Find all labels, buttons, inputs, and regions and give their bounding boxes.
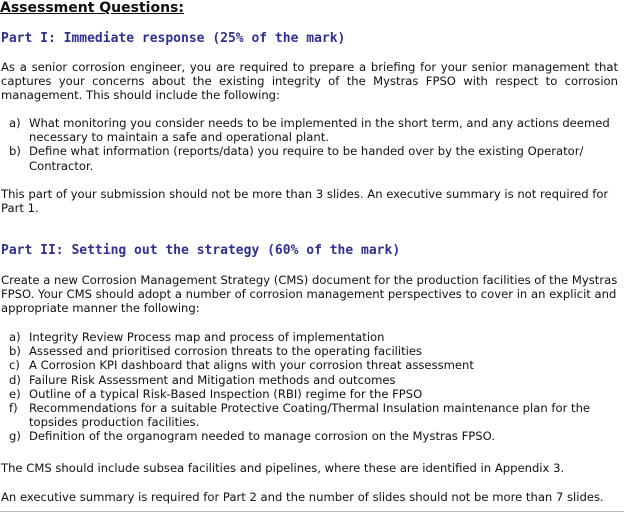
list-item bbox=[9, 373, 621, 387]
list-marker: b) bbox=[9, 144, 21, 159]
list-marker: c) bbox=[9, 358, 20, 373]
list-item-text: What monitoring you consider needs to be implemented in the short term, and any actions deemed necessary to maintain a safe and operational plant. bbox=[29, 116, 610, 145]
list-item bbox=[9, 401, 621, 429]
list-item-text: Define what information (reports/data) you require to be handed over by the existing Operator/ Contractor. bbox=[29, 144, 584, 173]
list-item-text: Integrity Review Process map and process of implementation bbox=[29, 330, 385, 344]
part2-heading: Part II: Setting out the strategy (60% of the mark) bbox=[1, 243, 401, 258]
list-marker: g) bbox=[9, 429, 21, 444]
list-marker: a) bbox=[9, 116, 21, 130]
list-marker: d) bbox=[9, 372, 21, 387]
list-marker: e) bbox=[9, 386, 21, 401]
part1-heading: Part I: Immediate response (25% of the mark) bbox=[1, 31, 346, 46]
list-marker: b) bbox=[9, 344, 21, 359]
part1-intro: As a senior corrosion engineer, you are required to prepare a briefing for your senior management that captures your concerns about the existing integrity of the Mystras FPSO with respect to corrosion management. This should include the following: bbox=[1, 60, 618, 103]
list-item-text: A Corrosion KPI dashboard that aligns with your corrosion threat assessment bbox=[29, 358, 474, 373]
list-marker: a) bbox=[9, 330, 21, 344]
list-item bbox=[9, 358, 621, 372]
part2-exec-note: An executive summary is required for Part 2 and the number of slides should not be more than 7 slides. bbox=[1, 490, 604, 504]
list-item-text: Failure Risk Assessment and Mitigation methods and outcomes bbox=[29, 372, 396, 387]
list-item-text: Outline of a typical Risk-Based Inspection (RBI) regime for the FPSO bbox=[29, 386, 423, 401]
list-item bbox=[9, 116, 621, 144]
list-item-text: Definition of the organogram needed to manage corrosion on the Mystras FPSO. bbox=[29, 429, 495, 444]
part2-subsea-note: The CMS should include subsea facilities and pipelines, where these are identified in Appendix 3. bbox=[1, 461, 565, 475]
page-bottom-divider bbox=[0, 511, 624, 512]
part2-intro: Create a new Corrosion Management Strategy (CMS) document for the production facilities of the Mystras FPSO. Your CMS should adopt a number of corrosion management perspectives to cover in an explicit and appropriate manner the following: bbox=[1, 273, 618, 316]
list-item bbox=[9, 330, 621, 344]
list-item-text: Recommendations for a suitable Protective Coating/Thermal Insulation maintenance plan for the topsides production facilities. bbox=[29, 401, 591, 430]
list-item bbox=[9, 387, 621, 401]
list-item bbox=[9, 429, 621, 443]
list-item bbox=[9, 144, 621, 172]
part2-list bbox=[9, 330, 621, 444]
list-marker: f) bbox=[9, 401, 18, 416]
list-item bbox=[9, 344, 621, 358]
part1-list bbox=[9, 116, 621, 173]
list-item-text: Assessed and prioritised corrosion threats to the operating facilities bbox=[29, 344, 423, 359]
part1-note: This part of your submission should not be more than 3 slides. An executive summary is not required for Part 1. bbox=[1, 187, 609, 216]
page-title: Assessment Questions: bbox=[0, 0, 184, 16]
